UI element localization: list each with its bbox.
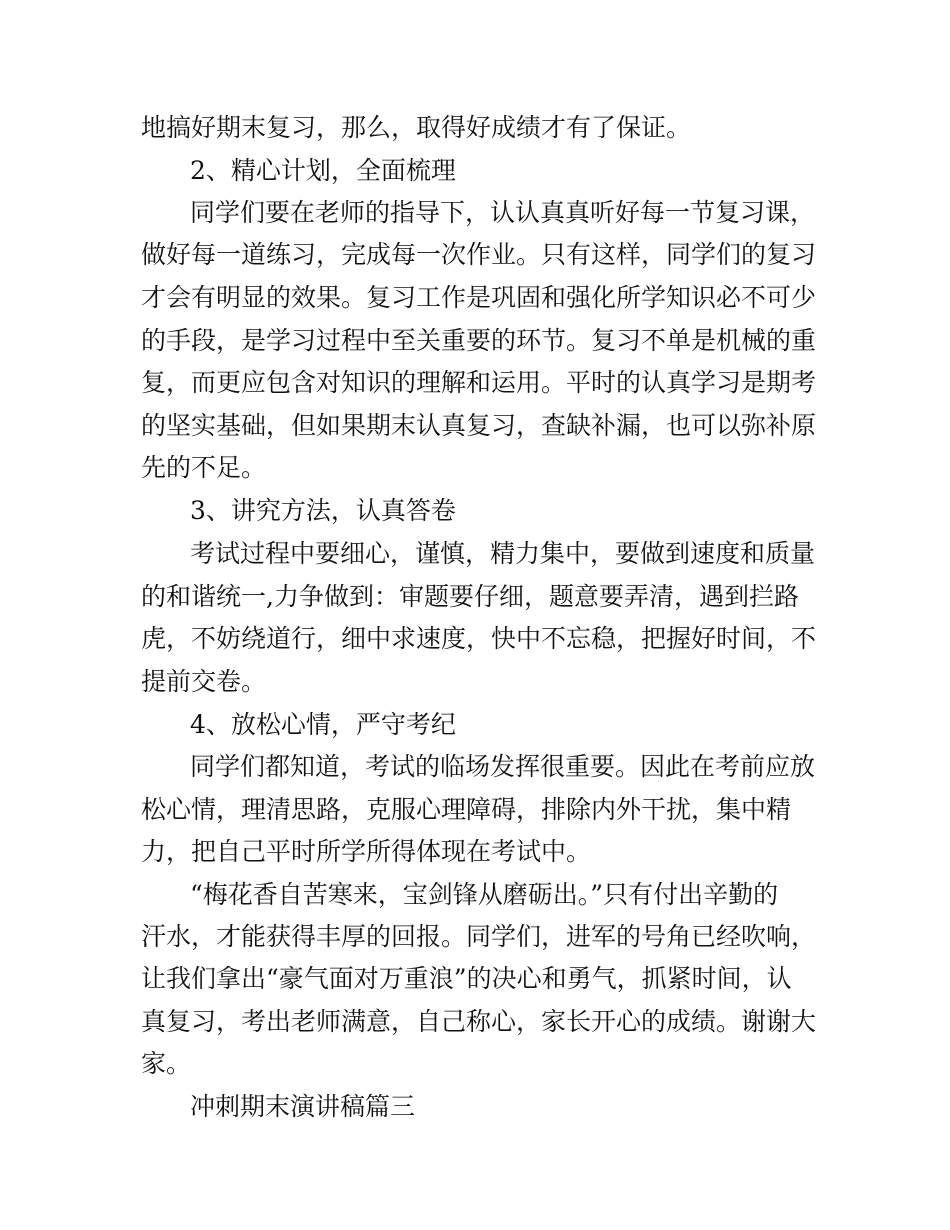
paragraph-line-14: 提前交卷。 — [141, 667, 267, 696]
paragraph-line-16: 同学们都知道，考试的临场发挥很重要。因此在考前应放 — [190, 752, 816, 781]
paragraph-line-5: 才会有明显的效果。复习工作是巩固和强化所学知识必不可少 — [141, 283, 817, 312]
paragraph-line-22: 真复习，考出老师满意，自己称心，家长开心的成绩。谢谢大 — [141, 1007, 817, 1036]
section-title: 冲刺期末演讲稿篇三 — [190, 1092, 416, 1121]
section-heading-3: 3、讲究方法，认真答卷 — [190, 496, 456, 525]
paragraph-line-23: 家。 — [141, 1049, 192, 1078]
paragraph-line-17: 松心情，理清思路，克服心理障碍，排除内外干扰，集中精 — [141, 795, 792, 824]
paragraph-line-9: 先的不足。 — [141, 453, 267, 482]
paragraph-line-11: 考试过程中要细心，谨慎，精力集中，要做到速度和质量 — [190, 539, 816, 568]
paragraph-line-1: 地搞好期末复习，那么，取得好成绩才有了保证。 — [141, 113, 692, 142]
paragraph-line-13: 虎，不妨绕道行，细中求速度，快中不忘稳，把握好时间，不 — [141, 624, 817, 653]
section-heading-2: 2、精心计划，全面梳理 — [190, 156, 456, 185]
paragraph-line-7: 复，而更应包含对知识的理解和运用。平时的认真学习是期考 — [141, 368, 817, 397]
paragraph-line-6: 的手段，是学习过程中至关重要的环节。复习不单是机械的重 — [141, 326, 817, 355]
section-heading-4: 4、放松心情，严守考纪 — [190, 710, 456, 739]
paragraph-line-8: 的坚实基础，但如果期末认真复习，查缺补漏，也可以弥补原 — [141, 411, 817, 440]
paragraph-line-21: 让我们拿出“豪气面对万重浪”的决心和勇气，抓紧时间，认 — [141, 964, 792, 993]
paragraph-line-3: 同学们要在老师的指导下，认认真真听好每一节复习课， — [190, 198, 816, 227]
paragraph-line-18: 力，把自己平时所学所得体现在考试中。 — [141, 837, 592, 866]
paragraph-line-19: “梅花香自苦寒来，宝剑锋从磨砺出。”只有付出辛勤的 — [190, 880, 779, 909]
paragraph-line-20: 汗水，才能获得丰厚的回报。同学们，进军的号角已经吹响， — [141, 922, 817, 951]
paragraph-line-12: 的和谐统一,力争做到：审题要仔细，题意要弄清，遇到拦路 — [141, 582, 799, 611]
paragraph-line-4: 做好每一道练习，完成每一次作业。只有这样，同学们的复习 — [141, 240, 817, 269]
